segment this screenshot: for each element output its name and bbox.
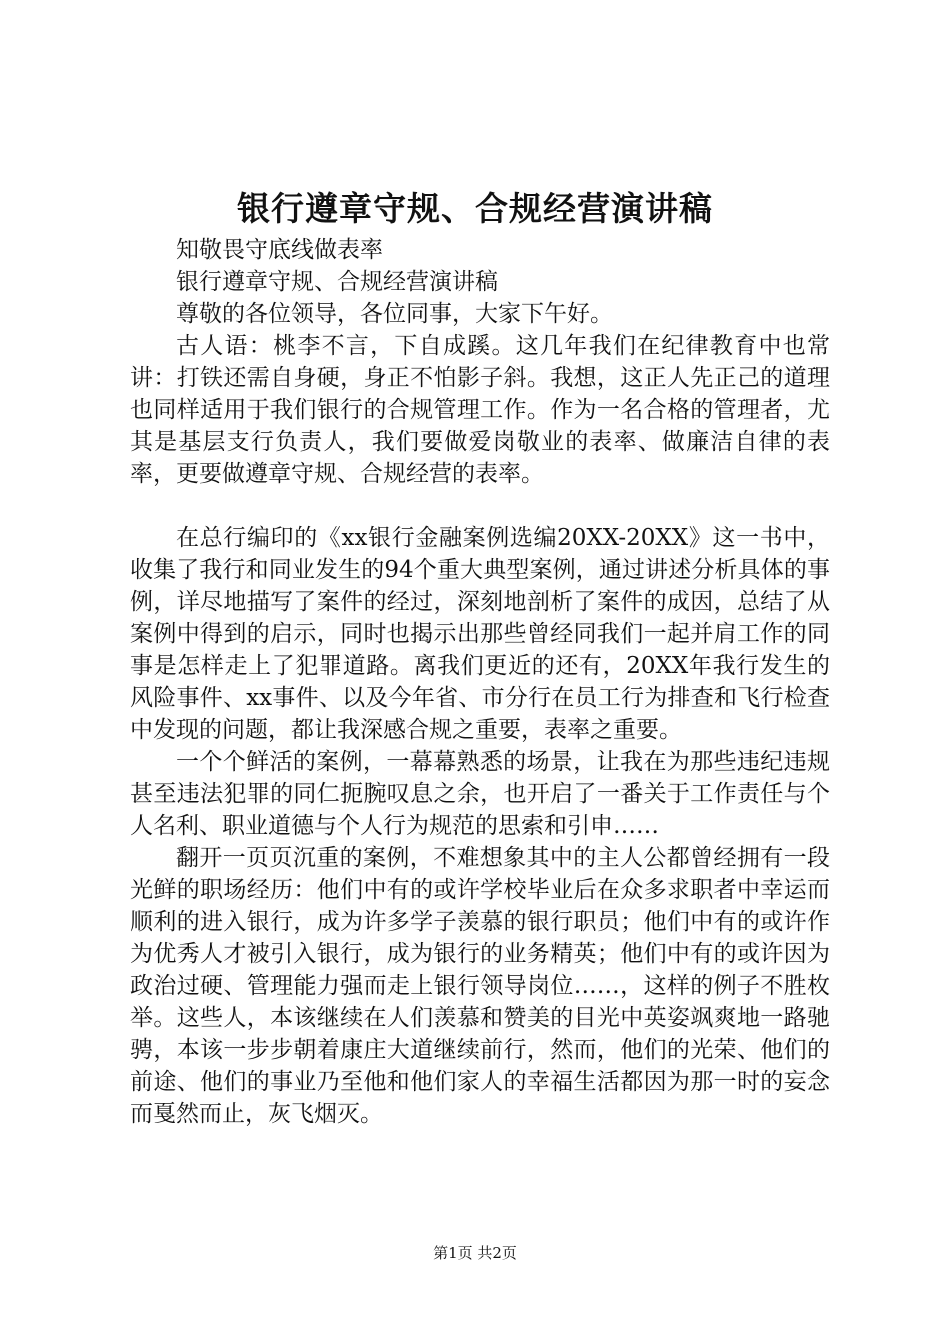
body-paragraph-1: 古人语：桃李不言，下自成蹊。这几年我们在纪律教育中也常讲：打铁还需自身硬，身正不怕影子斜。我想，这正人先正己的道理也同样适用于我们银行的合规管理工作。作为一名合格的管理者，尤其是基层支行负责人，我们要做爱岗敬业的表率、做廉洁自律的表率，更要做遵章守规、合规经营的表率。: [130, 333, 830, 487]
greeting-paragraph: 尊敬的各位领导，各位同事，大家下午好。: [176, 301, 613, 327]
body-paragraph-4: 翻开一页页沉重的案例，不难想象其中的主人公都曾经拥有一段光鲜的职场经历：他们中有的或许学校毕业后在众多求职者中幸运而顺利的进入银行，成为许多学子羡慕的银行职员；他们中有的或许作为优秀人才被引入银行，成为银行的业务精英；他们中有的或许因为政治过硬、管理能力强而走上银行领导岗位……，这样的例子不胜枚举。这些人，本该继续在人们羡慕和赞美的目光中英姿飒爽地一路驰骋，本该一步步朝着康庄大道继续前行，然而，他们的光荣、他们的前途、他们的事业乃至他和他们家人的幸福生活都因为那一时的妄念而戛然而止，灰飞烟灭。: [130, 845, 830, 1127]
document-body: [130, 234, 830, 1130]
document-title: 银行遵章守规、合规经营演讲稿: [237, 189, 713, 228]
body-paragraph-2: 在总行编印的《xx银行金融案例选编20XX-20XX》这一书中，收集了我行和同业发生的94个重大典型案例，通过讲述分析具体的事例，详尽地描写了案件的经过，深刻地剖析了案件的成因，总结了从案例中得到的启示，同时也揭示出那些曾经同我们一起并肩工作的同事是怎样走上了犯罪道路。离我们更近的还有，20XX年我行发生的风险事件、xx事件、以及今年省、市分行在员工行为排查和飞行检查中发现的问题，都让我深感合规之重要，表率之重要。: [130, 525, 830, 743]
body-paragraph-3: 一个个鲜活的案例，一幕幕熟悉的场景，让我在为那些违纪违规甚至违法犯罪的同仁扼腕叹息之余，也开启了一番关于工作责任与个人名利、职业道德与个人行为规范的思索和引申……: [130, 749, 830, 839]
subtitle-paragraph: 知敬畏守底线做表率: [176, 237, 383, 263]
speech-title-paragraph: 银行遵章守规、合规经营演讲稿: [176, 269, 498, 295]
page-footer: 第1页 共2页: [433, 1244, 517, 1262]
